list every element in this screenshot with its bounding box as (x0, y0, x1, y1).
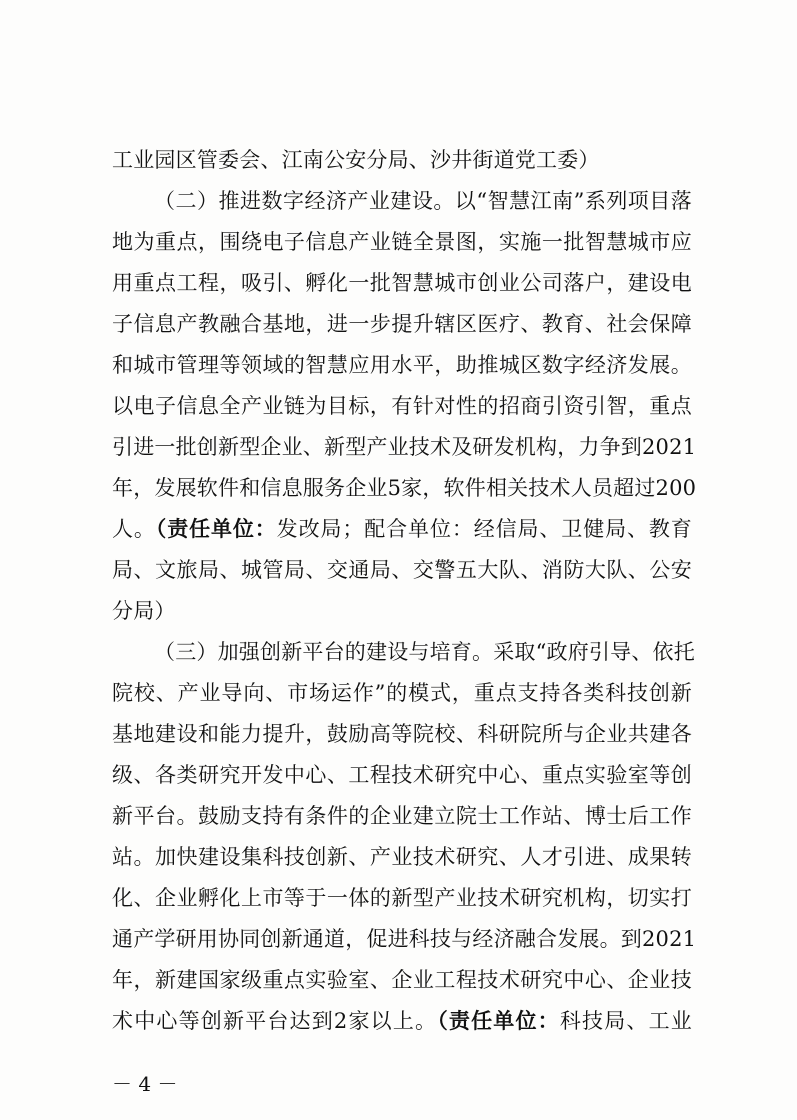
text-line: 基地建设和能力提升，鼓励高等院校、科研院所与企业共建各 (112, 722, 692, 746)
text-line: 站。加快建设集科技创新、产业技术研究、人才引进、成果转 (112, 845, 692, 869)
text-line: 化、企业孵化上市等于一体的新型产业技术研究机构，切实打 (112, 886, 692, 910)
text-line: 和城市管理等领域的智慧应用水平，助推城区数字经济发展。 (112, 353, 692, 377)
responsibility-line (112, 517, 692, 541)
text-line: 引进一批创新型企业、新型产业技术及研发机构，力争到2021 (112, 435, 697, 459)
text-span: 科技局、工业 (559, 1009, 692, 1033)
responsible-unit-label: （责任单位： (437, 1008, 560, 1033)
text-line: 工业园区管委会、江南公安分局、沙井街道党工委） (112, 148, 600, 172)
text-line: （三）加强创新平台的建设与培育。采取“政府引导、依托 (154, 640, 695, 664)
text-line: 年，新建国家级重点实验室、企业工程技术研究中心、企业技 (112, 968, 692, 992)
text-line: 新平台。鼓励支持有条件的企业建立院士工作站、博士后工作 (112, 804, 692, 828)
responsible-unit-label: （责任单位： (155, 516, 277, 541)
text-line: 年，发展软件和信息服务企业5家，软件相关技术人员超过200 (112, 476, 697, 500)
text-line: 局、文旅局、城管局、交通局、交警五大队、消防大队、公安 (112, 558, 692, 582)
page-number: － 4 － (112, 1072, 178, 1096)
text-line: 用重点工程，吸引、孵化一批智慧城市创业公司落户，建设电 (112, 271, 692, 295)
text-line: （二）推进数字经济产业建设。以“智慧江南”系列项目落 (154, 189, 692, 213)
text-span: 人。 (112, 517, 156, 541)
text-line: 地为重点，围绕电子信息产业链全景图，实施一批智慧城市应 (112, 230, 692, 254)
responsibility-line (112, 1009, 692, 1033)
text-line: 以电子信息全产业链为目标，有针对性的招商引资引智，重点 (112, 394, 692, 418)
text-line: 通产学研用协同创新通道，促进科技与经济融合发展。到2021 (112, 927, 697, 951)
text-line: 院校、产业导向、市场运作”的模式，重点支持各类科技创新 (112, 681, 692, 705)
text-span: 术中心等创新平台达到2家以上。 (112, 1009, 438, 1033)
text-line: 子信息产教融合基地，进一步提升辖区医疗、教育、社会保障 (112, 312, 692, 336)
text-span: 发改局；配合单位：经信局、卫健局、教育 (276, 517, 692, 541)
text-line: 级、各类研究开发中心、工程技术研究中心、重点实验室等创 (112, 763, 692, 787)
text-line: 分局） (112, 599, 176, 623)
